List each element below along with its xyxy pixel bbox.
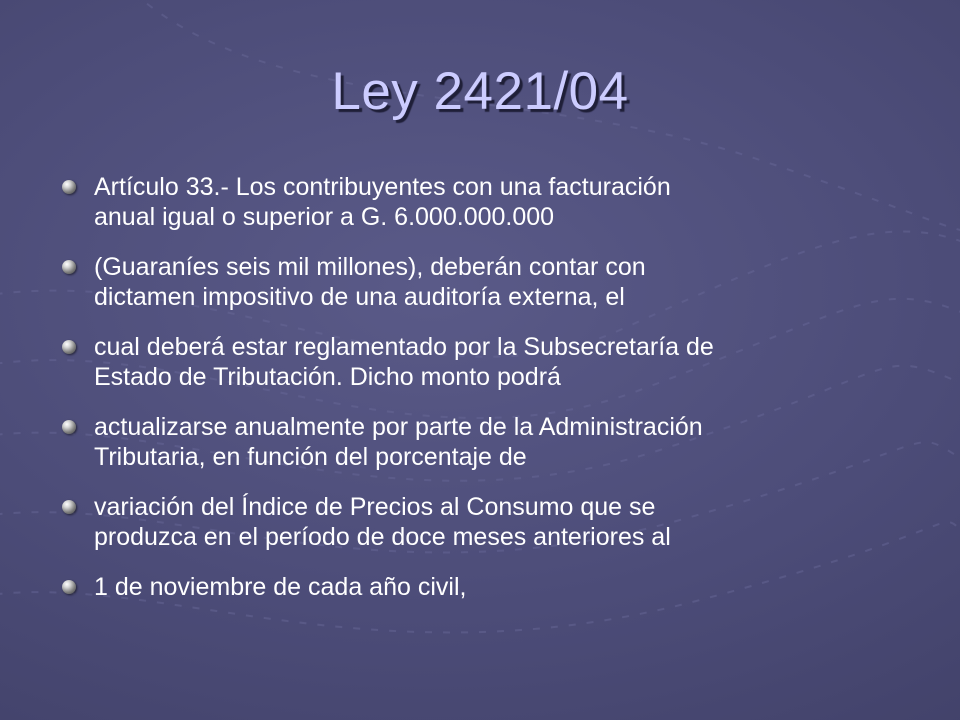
bullet-text-line1: (Guaraníes seis mil millones), deberán contar con [94, 253, 646, 281]
bullet-text-line2: produzca en el período de doce meses anteriores al [94, 523, 671, 551]
bullet-text-line2: dictamen impositivo de una auditoría externa, el [94, 283, 625, 311]
bullet-text-line1: actualizarse anualmente por parte de la Administración [94, 413, 703, 441]
bullet-item [60, 172, 900, 232]
bullet-sphere-icon [62, 500, 76, 514]
bullet-text-line1: Artículo 33.- Los contribuyentes con una facturación [94, 173, 671, 201]
bullet-item [60, 332, 900, 392]
bullet-sphere-icon [62, 420, 76, 434]
bullet-item [60, 252, 900, 312]
bullet-item [60, 492, 900, 552]
bullet-sphere-icon [62, 260, 76, 274]
bullet-text-line1: 1 de noviembre de cada año civil, [94, 573, 467, 601]
bullet-item [60, 412, 900, 472]
bullet-sphere-icon [62, 180, 76, 194]
bullet-sphere-icon [62, 340, 76, 354]
bullet-list [60, 172, 900, 622]
bullet-text-line2: anual igual o superior a G. 6.000.000.000 [94, 203, 555, 231]
bullet-text-line1: cual deberá estar reglamentado por la Subsecretaría de [94, 333, 714, 361]
bullet-text-line1: variación del Índice de Precios al Consumo que se [94, 493, 656, 521]
bullet-sphere-icon [62, 580, 76, 594]
bullet-item [60, 572, 900, 602]
slide-title: Ley 2421/04 [331, 62, 629, 121]
bullet-text-line2: Tributaria, en función del porcentaje de [94, 443, 527, 471]
bullet-text-line2: Estado de Tributación. Dicho monto podrá [94, 363, 561, 391]
